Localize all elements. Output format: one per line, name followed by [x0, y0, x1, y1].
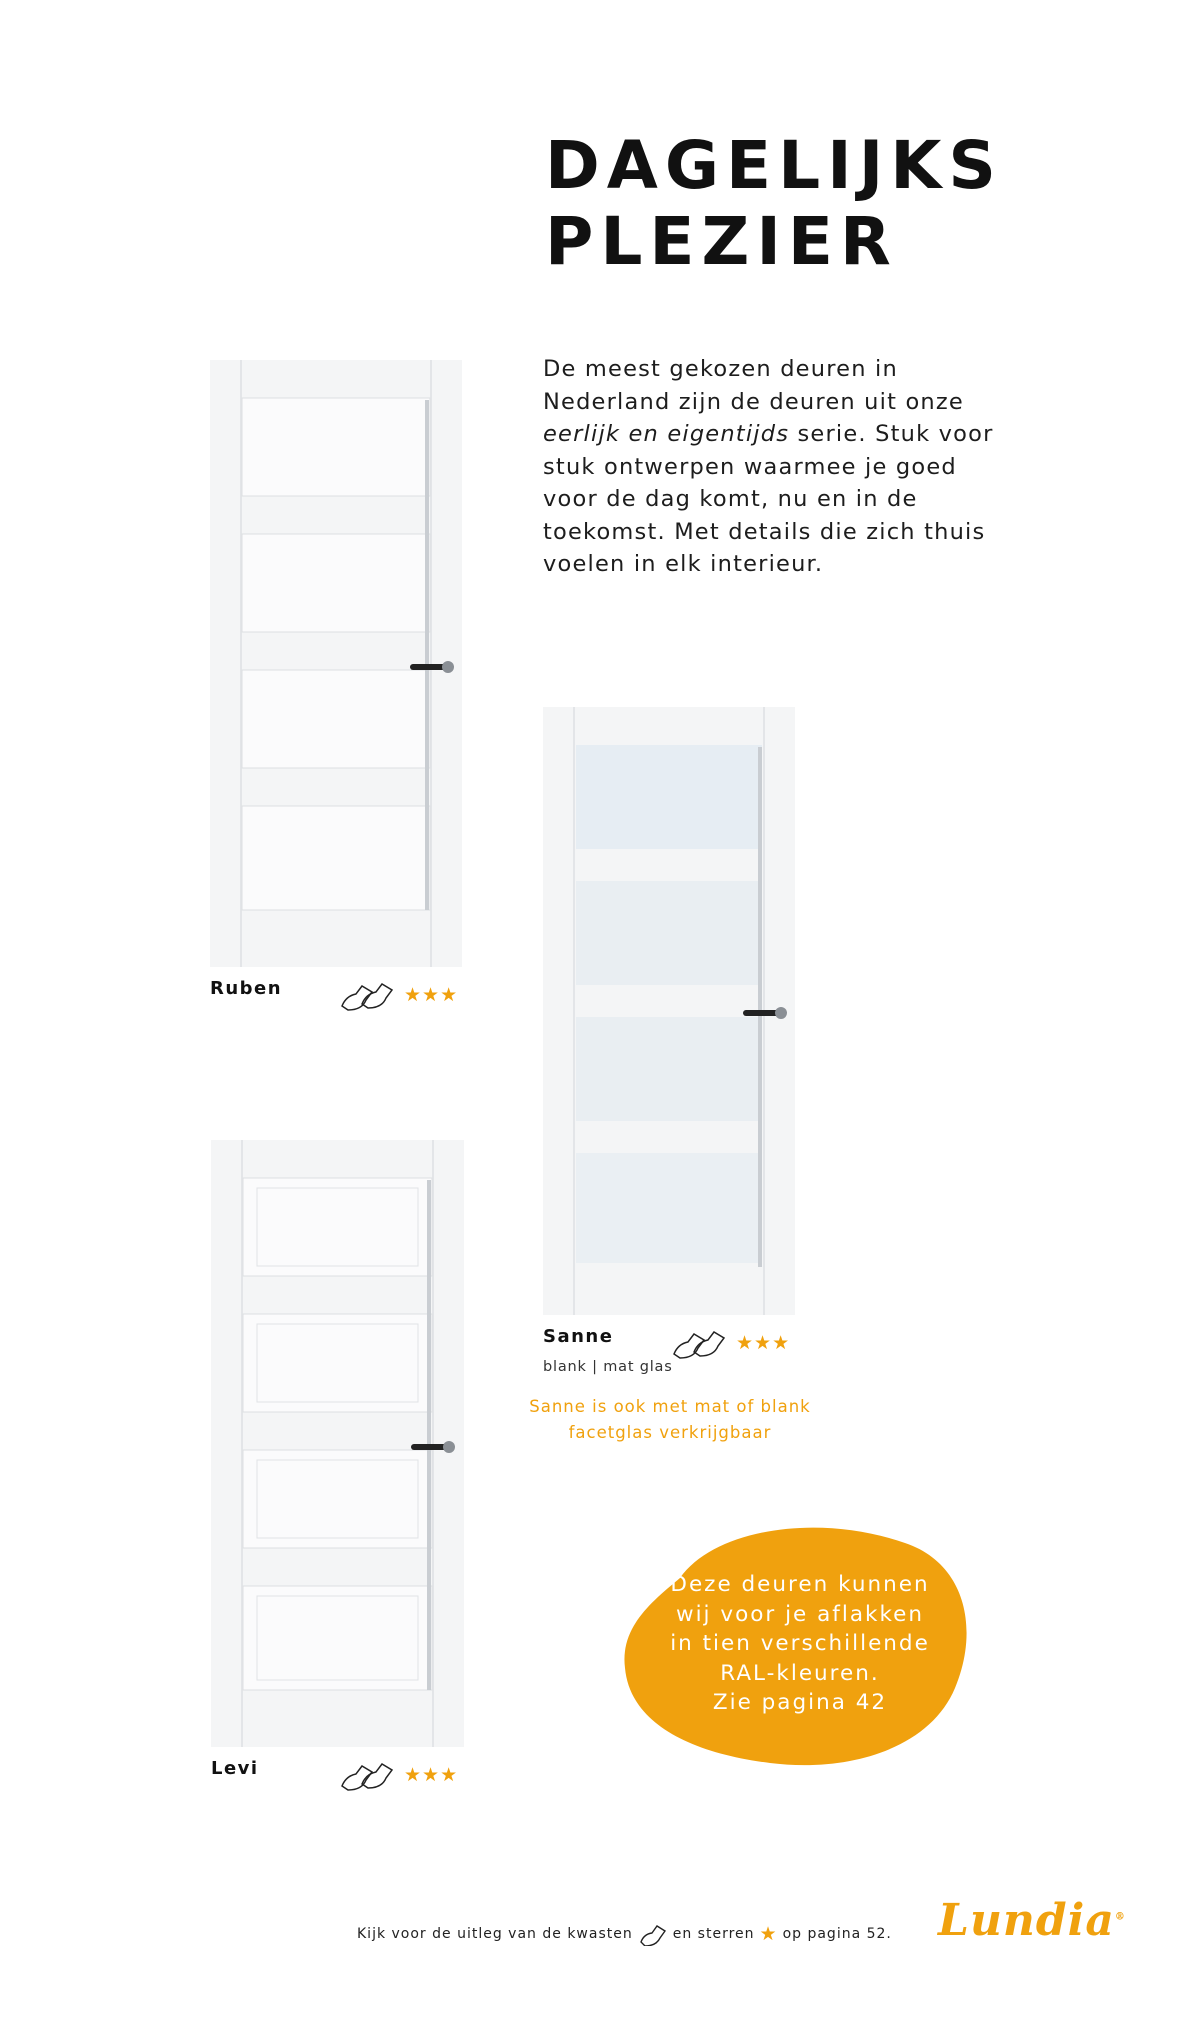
rating-ruben	[338, 978, 458, 1012]
intro-text-2: serie. Stuk voor stuk ontwerpen waarmee je goed voor de dag komt, nu en in de toekomst. Met details die zich thuis voelen in elk interieur.	[543, 421, 994, 577]
intro-text-1: De meest gekozen deuren in Nederland zijn de deuren uit onze	[543, 356, 964, 415]
footer-legend	[357, 1922, 892, 1946]
brushes-icon	[338, 978, 400, 1012]
door-name-levi: Levi	[211, 1758, 259, 1779]
stars-levi: ★★★	[404, 1764, 459, 1786]
callout-line-4: RAL-kleuren.	[720, 1660, 880, 1686]
intro-paragraph	[543, 353, 1013, 581]
lundia-logo	[938, 1895, 1126, 1946]
stars-ruben: ★★★	[404, 984, 459, 1006]
brush-icon	[638, 1922, 668, 1946]
stars-sanne: ★★★	[736, 1332, 791, 1354]
note-line-1: Sanne is ook met mat of blank	[529, 1397, 811, 1416]
logo-registered-mark: ®	[1114, 1911, 1126, 1923]
callout-line-3: in tien verschillende	[670, 1631, 930, 1656]
rating-sanne	[670, 1326, 790, 1360]
sanne-glass-note	[520, 1394, 820, 1446]
door-image-sanne	[543, 707, 795, 1315]
door-name-ruben: Ruben	[210, 978, 283, 999]
intro-series-name: eerlijk en eigentijds	[543, 421, 790, 447]
callout-text	[620, 1570, 980, 1718]
door-name-sanne: Sanne	[543, 1326, 614, 1347]
brushes-icon	[338, 1758, 400, 1792]
door-spec-sanne: blank | mat glas	[543, 1359, 673, 1375]
footer-text-3: op pagina 52.	[782, 1926, 892, 1942]
title-line-1: DAGELIJKS	[545, 127, 1003, 204]
note-line-2: facetglas verkrijgbaar	[568, 1423, 772, 1442]
logo-text: Lundia	[938, 1895, 1115, 1946]
footer-text-1: Kijk voor de uitleg van de kwasten	[357, 1926, 633, 1942]
footer-text-2: en sterren	[672, 1926, 755, 1942]
brushes-icon	[670, 1326, 732, 1360]
door-image-levi	[211, 1140, 464, 1747]
door-image-ruben	[210, 360, 462, 967]
page-title	[545, 128, 1003, 280]
callout-line-5: Zie pagina 42	[712, 1690, 888, 1715]
rating-levi	[338, 1758, 458, 1792]
ral-colors-callout	[620, 1518, 970, 1768]
star-icon: ★	[759, 1923, 778, 1945]
callout-line-2: wij voor je aflakken	[676, 1601, 924, 1627]
callout-line-1: Deze deuren kunnen	[670, 1572, 930, 1597]
title-line-2: PLEZIER	[545, 203, 898, 280]
